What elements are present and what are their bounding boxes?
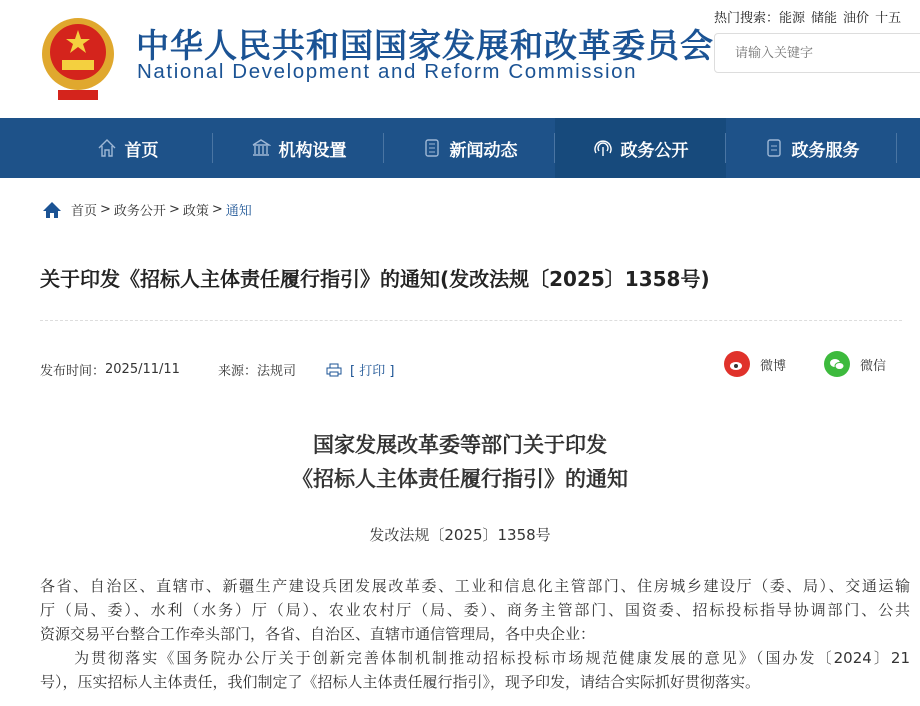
nav-news[interactable] xyxy=(384,118,555,178)
home-icon xyxy=(97,138,117,158)
news-icon xyxy=(422,138,442,158)
body-line: 号），压实招标人主体责任，我们制定了《招标人主体责任履行指引》，现予印发，请结合实际抓好贯彻落实。 xyxy=(40,673,761,691)
nav-label: 政务公开 xyxy=(620,140,689,161)
signal-icon xyxy=(593,138,613,158)
wechat-icon[interactable] xyxy=(824,351,850,377)
breadcrumb-policy[interactable]: 政策 xyxy=(182,204,209,219)
document-heading-line: 国家发展改革委等部门关于印发 xyxy=(313,433,607,457)
body-line: 资源交易平台整合工作牵头部门，各省、自治区、直辖市通信管理局，各中央企业： xyxy=(40,625,596,643)
breadcrumb-current[interactable]: 通知 xyxy=(225,204,252,219)
article-title: 关于印发《招标人主体责任履行指引》的通知(发改法规〔2025〕1358号) xyxy=(40,267,710,291)
hot-search xyxy=(714,7,907,26)
printer-icon xyxy=(326,363,342,377)
national-emblem-logo[interactable] xyxy=(40,12,116,108)
nav-gov-affairs[interactable] xyxy=(555,118,726,178)
weibo-icon[interactable] xyxy=(724,351,750,377)
document-body xyxy=(40,574,910,694)
breadcrumb: 首页 > 政务公开 > 政策 > 通知 xyxy=(42,200,252,219)
hot-term[interactable]: 油价 xyxy=(843,11,870,26)
document-heading xyxy=(0,428,920,496)
document-number: 发改法规〔2025〕1358号 xyxy=(369,526,551,544)
hot-term[interactable]: 储能 xyxy=(811,11,838,26)
divider xyxy=(40,320,902,321)
source-value: 法规司 xyxy=(256,364,296,379)
nav-label: 新闻动态 xyxy=(449,140,518,161)
share-wechat[interactable]: 微信 xyxy=(860,358,887,374)
share-weibo[interactable]: 微博 xyxy=(760,358,787,374)
nav-label: 首页 xyxy=(124,140,159,161)
share-bar xyxy=(724,351,886,377)
article-meta xyxy=(40,360,394,379)
body-line: 厅（局、委）、水利（水务）厅（局）、农业农村厅（局、委）、商务主管部门、国资委、招标投标指导协调部门、公共 xyxy=(40,601,910,619)
nav-home[interactable] xyxy=(42,118,213,178)
document-icon xyxy=(764,138,784,158)
body-line: 各省、自治区、直辖市、新疆生产建设兵团发展改革委、工业和信息化主管部门、住房城乡建设厅（委、局）、交通运输 xyxy=(40,577,910,595)
document-heading-line: 《招标人主体责任履行指引》的通知 xyxy=(292,467,628,491)
hot-term[interactable]: 能源 xyxy=(779,11,806,26)
nav-services[interactable] xyxy=(726,118,897,178)
hot-term[interactable]: 十五 xyxy=(875,11,902,26)
home-icon xyxy=(42,201,62,219)
hot-search-label: 热门搜索： xyxy=(714,11,780,26)
site-title-cn: 中华人民共和国国家发展和改革委员会 xyxy=(136,26,714,65)
site-title-en: National Development and Reform Commission xyxy=(137,60,638,83)
source-label: 来源： xyxy=(217,364,257,379)
breadcrumb-home[interactable]: 首页 xyxy=(71,204,98,219)
body-line: 为贯彻落实《国务院办公厅关于创新完善体制机制推动招标投标市场规范健康发展的意见》（国办发〔2024〕21 xyxy=(40,649,910,667)
search-input[interactable] xyxy=(714,33,920,73)
site-header xyxy=(0,0,920,118)
main-nav xyxy=(0,118,920,178)
publish-label: 发布时间： xyxy=(40,364,106,379)
nav-label: 政务服务 xyxy=(791,140,860,161)
breadcrumb-gov-affairs[interactable]: 政务公开 xyxy=(113,204,166,219)
print-button[interactable]: [ 打印 ] xyxy=(349,364,395,379)
nav-label: 机构设置 xyxy=(278,140,347,161)
publish-date: 2025/11/11 xyxy=(105,362,180,377)
building-icon xyxy=(251,138,271,158)
nav-organization[interactable] xyxy=(213,118,384,178)
